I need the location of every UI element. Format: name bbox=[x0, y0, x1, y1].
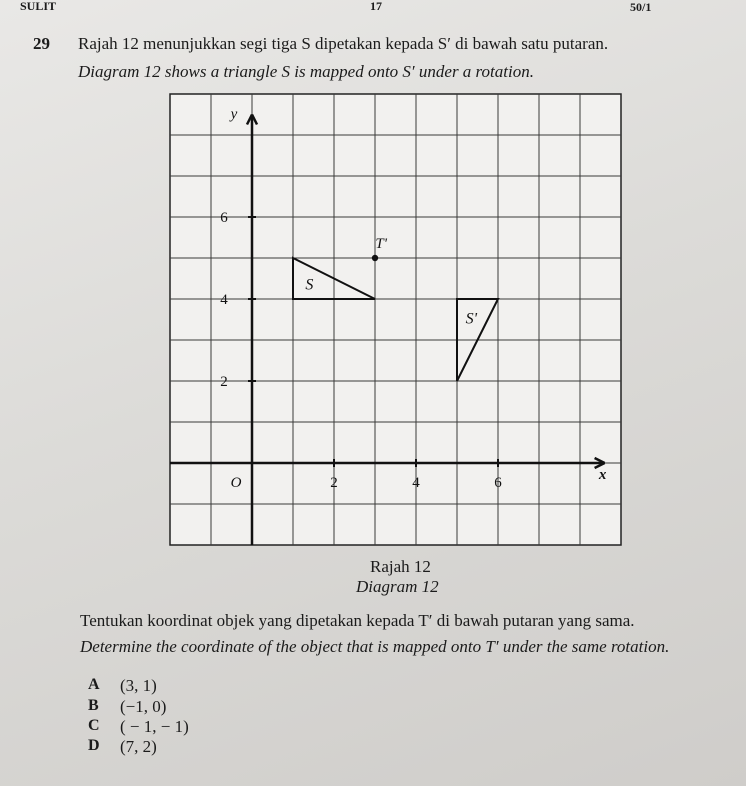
option-b[interactable] bbox=[88, 697, 167, 716]
option-value: (7, 2) bbox=[120, 737, 157, 756]
option-letter: C bbox=[88, 717, 100, 734]
point-t-image-label: T' bbox=[375, 235, 387, 252]
option-letter: A bbox=[88, 676, 100, 693]
option-a[interactable] bbox=[88, 676, 157, 695]
option-letter: B bbox=[88, 697, 99, 714]
header-page-number: 17 bbox=[370, 0, 382, 13]
x-axis-label: x bbox=[598, 467, 607, 483]
option-c[interactable] bbox=[88, 717, 189, 736]
question-number: 29 bbox=[33, 34, 50, 53]
header-sulit: SULIT bbox=[20, 0, 57, 13]
triangle-s-label: S bbox=[305, 276, 314, 294]
triangle-s-image-label: S' bbox=[465, 310, 478, 328]
question-english: Diagram 12 shows a triangle S is mapped onto S′ under a rotation. bbox=[78, 62, 534, 81]
option-value: (3, 1) bbox=[120, 676, 157, 695]
diagram-caption-english: Diagram 12 bbox=[356, 577, 439, 596]
y-axis-label: y bbox=[230, 106, 238, 123]
diagram-caption-malay: Rajah 12 bbox=[370, 557, 431, 576]
origin-label: O bbox=[230, 475, 242, 491]
y-tick-label: 4 bbox=[220, 292, 228, 308]
option-d[interactable] bbox=[88, 737, 157, 756]
x-tick-label: 2 bbox=[330, 475, 338, 491]
task-english: Determine the coordinate of the object that is mapped onto T′ under the same rotation. bbox=[80, 637, 670, 656]
y-tick-label: 2 bbox=[220, 374, 228, 390]
task-malay: Tentukan koordinat objek yang dipetakan kepada T′ di bawah putaran yang sama. bbox=[80, 611, 635, 630]
x-tick-label: 6 bbox=[494, 475, 502, 491]
option-letter: D bbox=[88, 737, 100, 754]
y-tick-label: 6 bbox=[220, 210, 228, 226]
x-tick-label: 4 bbox=[412, 475, 420, 491]
question-malay: Rajah 12 menunjukkan segi tiga S dipetakan kepada S′ di bawah satu putaran. bbox=[78, 34, 609, 53]
point-t-image bbox=[372, 255, 378, 261]
header-paper-code: 50/1 bbox=[630, 0, 652, 14]
option-value: (−1, 0) bbox=[120, 697, 167, 716]
option-value: ( − 1, − 1) bbox=[120, 717, 189, 736]
